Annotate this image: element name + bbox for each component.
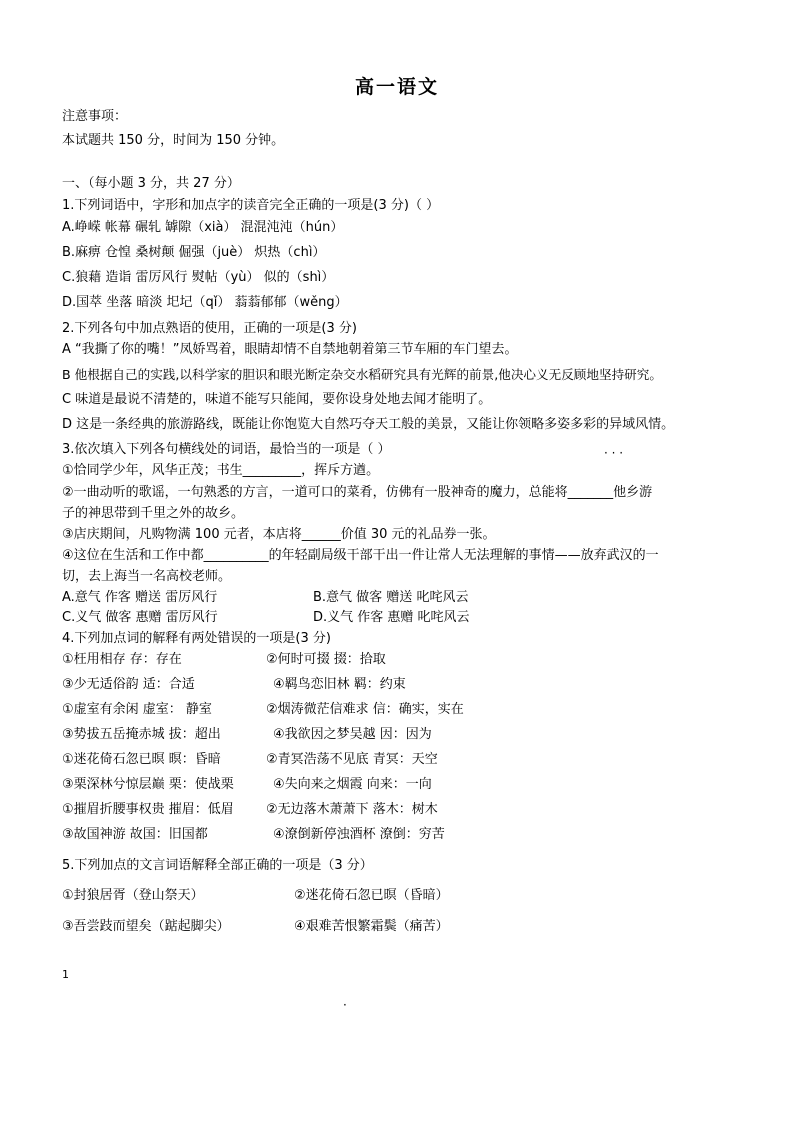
question-4-item: ①虚室有余闲 虚室： 静室 xyxy=(62,702,212,717)
notice-text: 本试题共 150 分，时间为 150 分钟。 xyxy=(62,133,285,148)
question-3-sentence-4a: ④这位在生活和工作中都__________的年轻副局级干部干出一件让常人无法理解的事情——放弃武汉的一 xyxy=(62,548,659,563)
question-3-stem: 3.依次填入下列各句横线处的词语，最恰当的一项是（ ） xyxy=(62,442,391,457)
question-4-item: ②青冥浩荡不见底 青冥：天空 xyxy=(266,752,438,767)
question-4-item: ③故国神游 故国：旧国都 xyxy=(62,827,208,842)
question-4-item: ①枉用相存 存：存在 xyxy=(62,652,182,667)
question-5-item: ④艰难苦恨繁霜鬓（痛苦） xyxy=(294,919,449,934)
question-1-option-b: B.麻痹 仓惶 桑树颠 倔强（juè） 炽热（chì） xyxy=(62,245,326,260)
question-4-item: ④失向来之烟霞 向来：一向 xyxy=(273,777,432,792)
question-1-stem: 1.下列词语中，字形和加点字的读音完全正确的一项是(3 分)（ ） xyxy=(62,198,440,213)
question-4-item: ④潦倒新停浊酒杯 潦倒：穷苦 xyxy=(273,827,445,842)
question-4-item: ④羁鸟恋旧林 羁：约束 xyxy=(273,677,406,692)
question-1-option-c: C.狼藉 造诣 雷厉风行 熨帖（yù） 似的（shì） xyxy=(62,270,335,285)
question-4-item: ①摧眉折腰事权贵 摧眉：低眉 xyxy=(62,802,234,817)
question-3-option-a: A.意气 作客 赠送 雷厉风行 xyxy=(62,590,218,605)
question-4-item: ②烟涛微茫信难求 信：确实，实在 xyxy=(266,702,464,717)
notice-label: 注意事项： xyxy=(62,109,128,124)
question-2-option-b: B 他根据自己的实践,以科学家的胆识和眼光断定杂交水稻研究具有光辉的前景,他决心义无反顾地坚持研究。 xyxy=(62,367,662,382)
question-4-item: ②何时可掇 掇：拾取 xyxy=(266,652,386,667)
question-3-option-b: B.意气 做客 赠送 叱咤风云 xyxy=(313,590,469,605)
question-5-item: ②迷花倚石忽已暝（昏暗） xyxy=(294,888,449,903)
question-4-item: ②无边落木萧萧下 落木：树木 xyxy=(266,802,438,817)
question-3-sentence-3: ③店庆期间，凡购物满 100 元者，本店将______价值 30 元的礼品券一张。 xyxy=(62,527,496,542)
question-2-option-c: C 味道是最说不清楚的，味道不能写只能闻，要你设身处地去闻才能明了。 xyxy=(62,392,492,407)
section-heading: 一、（每小题 3 分，共 27 分） xyxy=(62,176,240,191)
question-1-option-a: A.峥嵘 帐幕 碾轧 罅隙（xià） 混混沌沌（hún） xyxy=(62,220,344,235)
emphasis-dots: · · · xyxy=(604,446,624,460)
question-4-item: ①迷花倚石忽已暝 暝：昏暗 xyxy=(62,752,221,767)
question-5-item: ③吾尝跂而望矣（踮起脚尖） xyxy=(62,919,230,934)
question-5-stem: 5.下列加点的文言词语解释全部正确的一项是（3 分） xyxy=(62,858,373,873)
question-3-sentence-1: ①恰同学少年，风华正茂；书生_________，挥斥方遒。 xyxy=(62,463,380,478)
question-4-stem: 4.下列加点词的解释有两处错误的一项是(3 分) xyxy=(62,631,331,646)
question-3-sentence-2a: ②一曲动听的歌谣，一句熟悉的方言，一道可口的菜肴，仿佛有一股神奇的魔力，总能将_______他乡游 xyxy=(62,485,653,500)
question-3-sentence-2b: 子的神思带到千里之外的故乡。 xyxy=(62,506,245,521)
question-5-item: ①封狼居胥（登山祭天） xyxy=(62,888,204,903)
question-4-item: ③栗深林兮惊层巅 栗：使战栗 xyxy=(62,777,234,792)
question-4-item: ③势拔五岳掩赤城 拔：超出 xyxy=(62,727,221,742)
page-number: 1 xyxy=(62,968,69,981)
question-4-item: ③少无适俗韵 适：合适 xyxy=(62,677,195,692)
question-2-stem: 2.下列各句中加点熟语的使用，正确的一项是(3 分) xyxy=(62,321,357,336)
question-4-item: ④我欲因之梦吴越 因：因为 xyxy=(273,727,432,742)
stray-dot: · xyxy=(343,998,347,1012)
question-2-option-d: D 这是一条经典的旅游路线，既能让你饱览大自然巧夺天工般的美景，又能让你领略多姿多彩的异域风情。 xyxy=(62,417,675,432)
question-3-sentence-4b: 切，去上海当一名高校老师。 xyxy=(62,569,232,584)
question-3-option-d: D.义气 作客 惠赠 叱咤风云 xyxy=(313,610,470,625)
page-title: 高一语文 xyxy=(354,76,439,98)
question-3-option-c: C.义气 做客 惠赠 雷厉风行 xyxy=(62,610,218,625)
question-2-option-a: A “我撕了你的嘴！”凤娇骂着，眼睛却情不自禁地朝着第三节车厢的车门望去。 xyxy=(62,342,518,357)
question-1-option-d: D.国萃 坐落 暗淡 圯圮（qǐ） 蓊蓊郁郁（wěng） xyxy=(62,295,348,310)
